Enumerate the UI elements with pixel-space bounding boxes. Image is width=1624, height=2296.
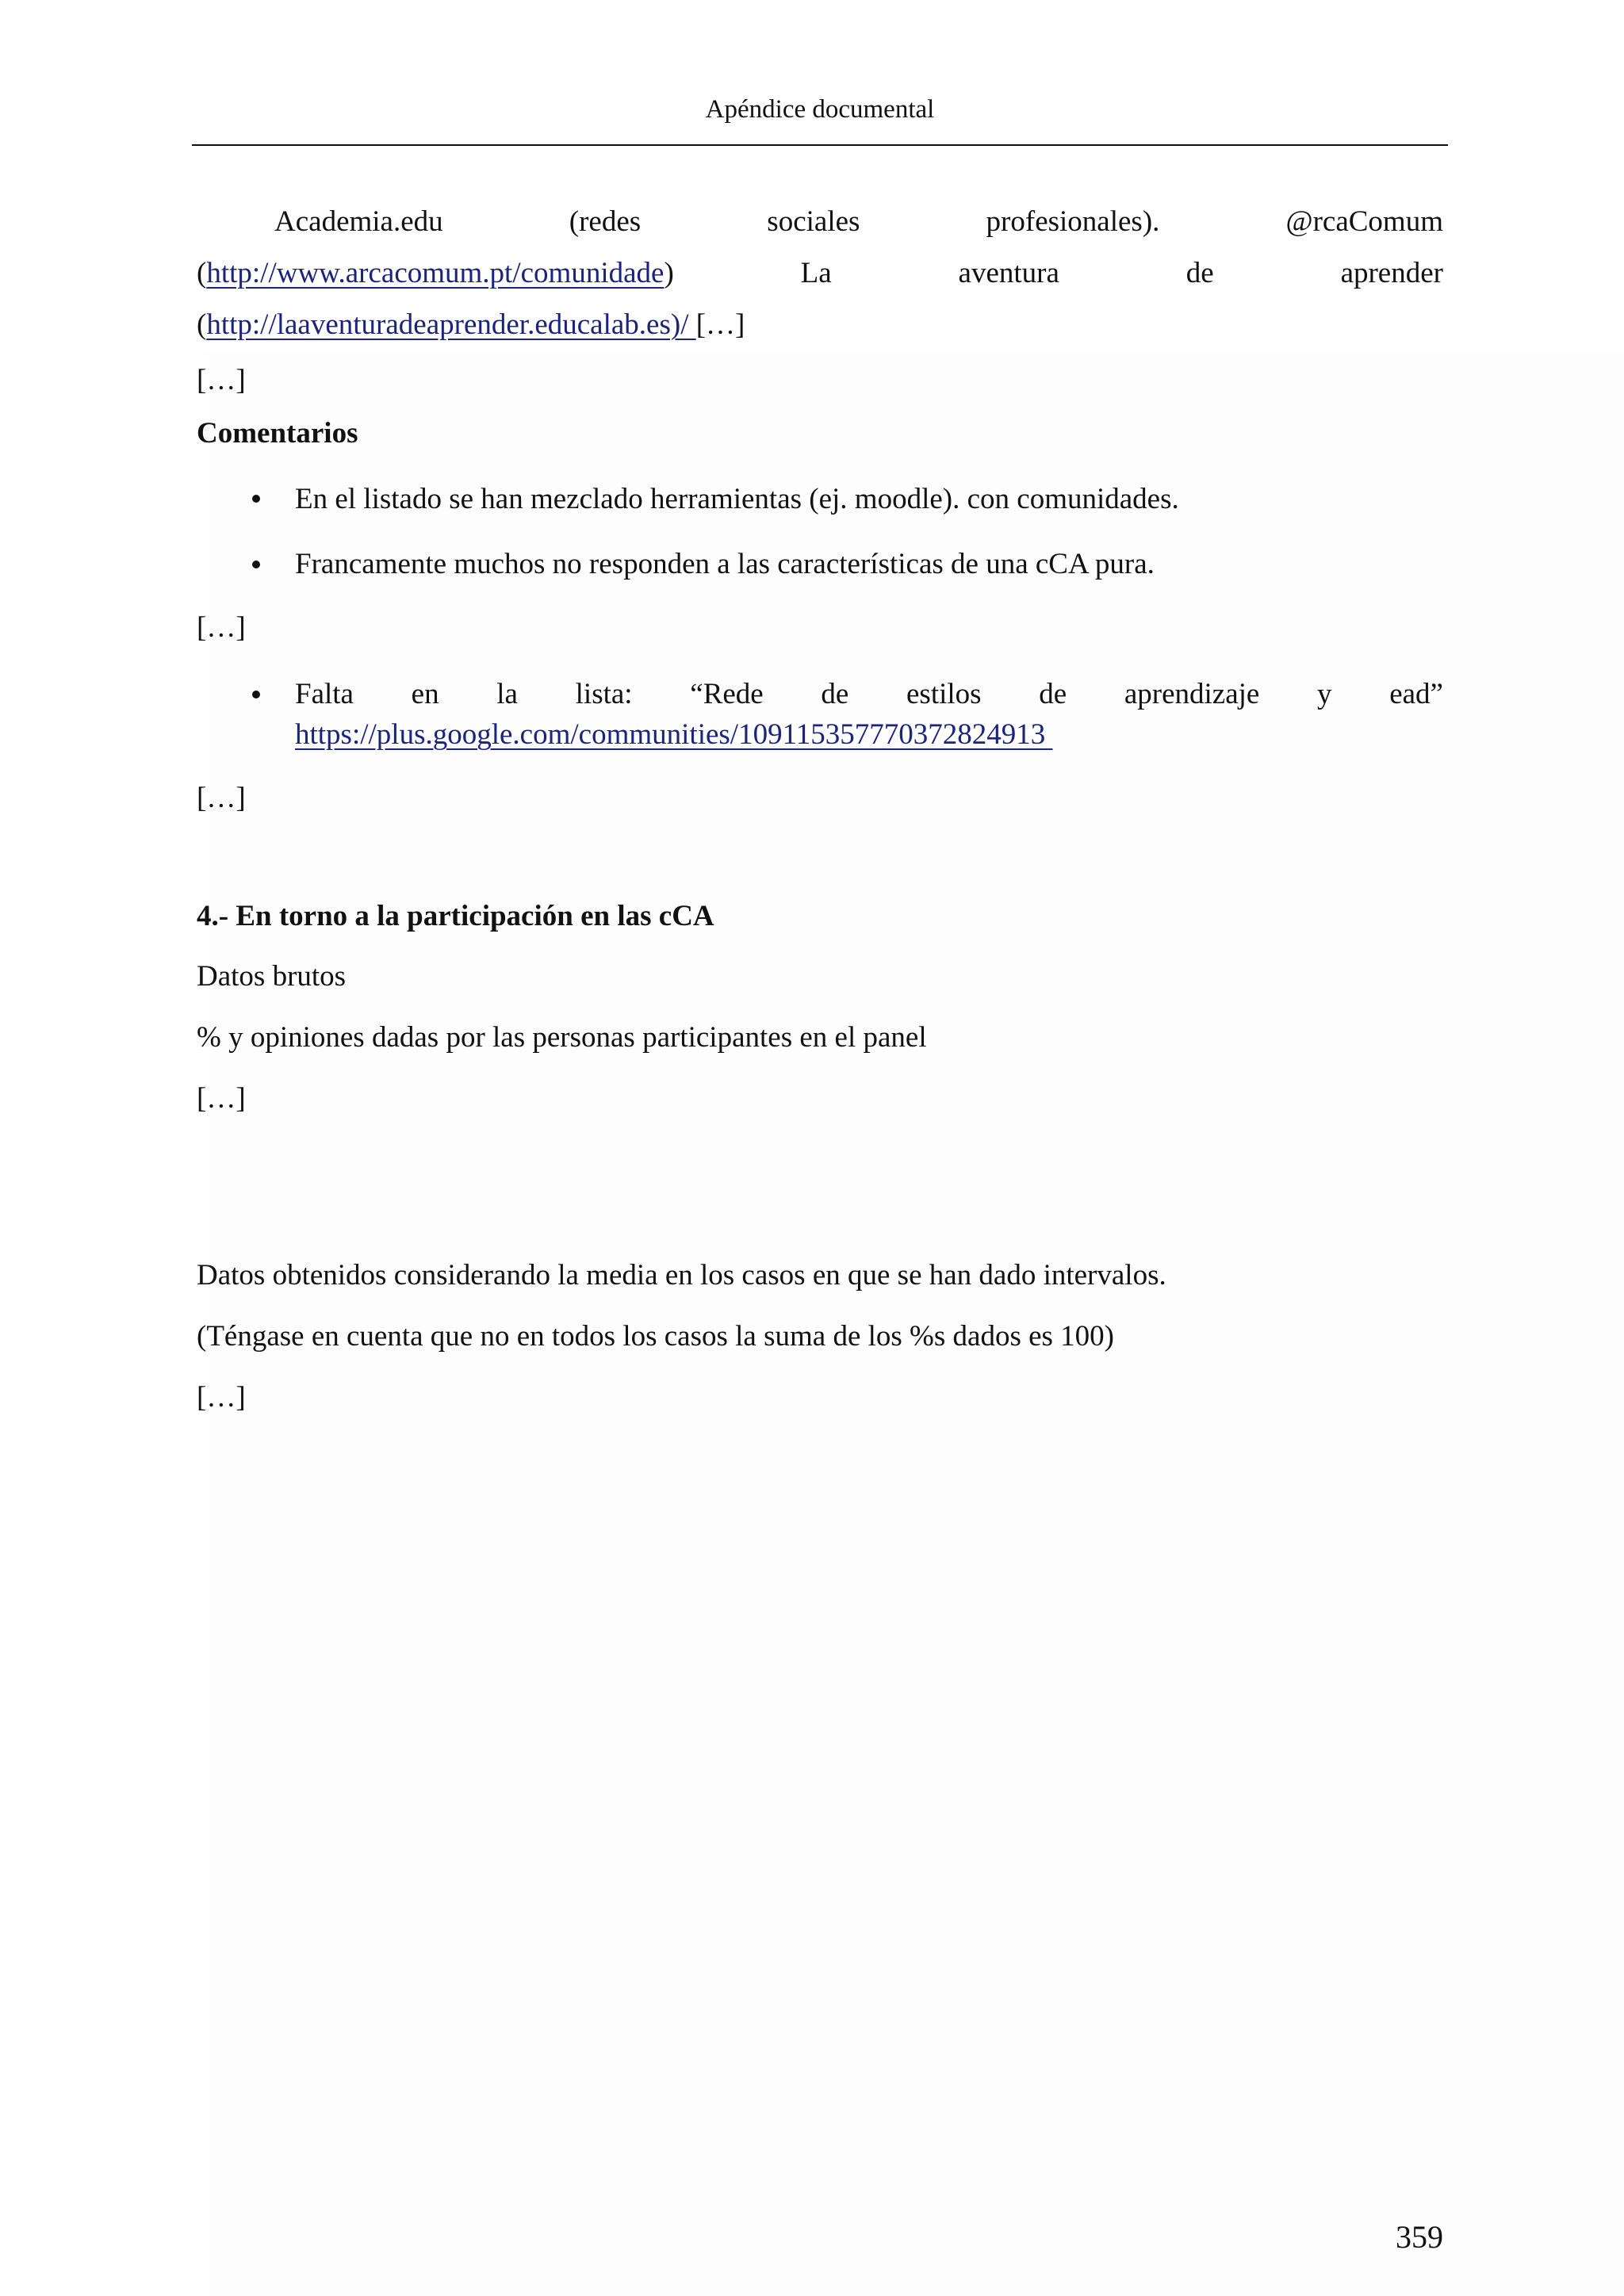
ellipsis-3: […] <box>197 782 246 814</box>
bullet-word: “Rede <box>690 678 764 710</box>
intro-line-3 <box>197 308 1443 342</box>
intro-word: de <box>1185 257 1214 289</box>
arcacomum-link[interactable]: http://www.arcacomum.pt/comunidade <box>206 257 665 289</box>
bullet-word: aprendizaje <box>1124 678 1260 710</box>
bullet-word: lista: <box>575 678 633 710</box>
ellipsis-5: […] <box>197 1381 246 1414</box>
ellipsis-2: […] <box>197 611 246 644</box>
intro-line-2 <box>197 256 1443 291</box>
intro-word: La <box>800 257 832 289</box>
intro-word: profesionales). <box>986 205 1160 238</box>
ellipsis-inline: […] <box>695 308 745 341</box>
sum-note: (Téngase en cuenta que no en todos los casos la suma de los %s dados es 100) <box>197 1320 1114 1353</box>
laaventura-link[interactable]: http://laaventuradeaprender.educalab.es)/ <box>206 308 696 341</box>
bullet-word: y <box>1317 678 1332 710</box>
section-4-heading: 4.- En torno a la participación en las cCA <box>197 900 714 932</box>
intro-word: aventura <box>958 257 1059 289</box>
running-header: Apéndice documental <box>705 95 935 124</box>
bullet-word: ead” <box>1389 678 1443 710</box>
header-rule <box>192 144 1448 146</box>
bullet-dot <box>252 495 260 503</box>
bullet-3-line-1 <box>295 677 1443 712</box>
intro-word: Academia.edu <box>274 205 443 238</box>
intro-word: (redes <box>569 205 642 238</box>
averages-note: Datos obtenidos considerando la media en los casos en que se han dado intervalos. <box>197 1259 1166 1292</box>
comment-bullet-1: En el listado se han mezclado herramientas (ej. moodle). con comunidades. <box>295 483 1179 515</box>
bullet-dot <box>252 561 260 568</box>
bullet-word: de <box>1039 678 1067 710</box>
comments-heading: Comentarios <box>197 417 358 450</box>
paren-open: ( <box>197 257 207 289</box>
bullet-word: de <box>821 678 849 710</box>
ellipsis-4: […] <box>197 1082 246 1115</box>
bullet-word: en <box>411 678 439 710</box>
comment-bullet-2: Francamente muchos no responden a las características de una cCA pura. <box>295 548 1155 580</box>
comment-bullet-3 <box>295 677 1443 752</box>
intro-paragraph <box>197 205 1443 342</box>
bullet-word: Falta <box>295 678 354 710</box>
bullet-3-line-2 <box>295 718 1443 752</box>
paren-open: ( <box>197 308 207 341</box>
page-number: 359 <box>1396 2219 1443 2255</box>
opinions-label: % y opiniones dadas por las personas participantes en el panel <box>197 1021 927 1054</box>
bullet-dot <box>252 691 260 698</box>
google-plus-community-link[interactable]: https://plus.google.com/communities/109115357770372824913 <box>295 718 1053 751</box>
ellipsis-1: […] <box>197 364 246 396</box>
intro-word: sociales <box>767 205 860 238</box>
intro-word: @rcaComum <box>1285 205 1443 238</box>
raw-data-label: Datos brutos <box>197 960 347 993</box>
intro-word: aprender <box>1340 257 1443 289</box>
intro-line-1 <box>197 205 1443 239</box>
intro-link-group <box>197 256 674 291</box>
bullet-word: estilos <box>906 678 982 710</box>
paren-close: ) <box>664 257 674 289</box>
bullet-word: la <box>496 678 518 710</box>
